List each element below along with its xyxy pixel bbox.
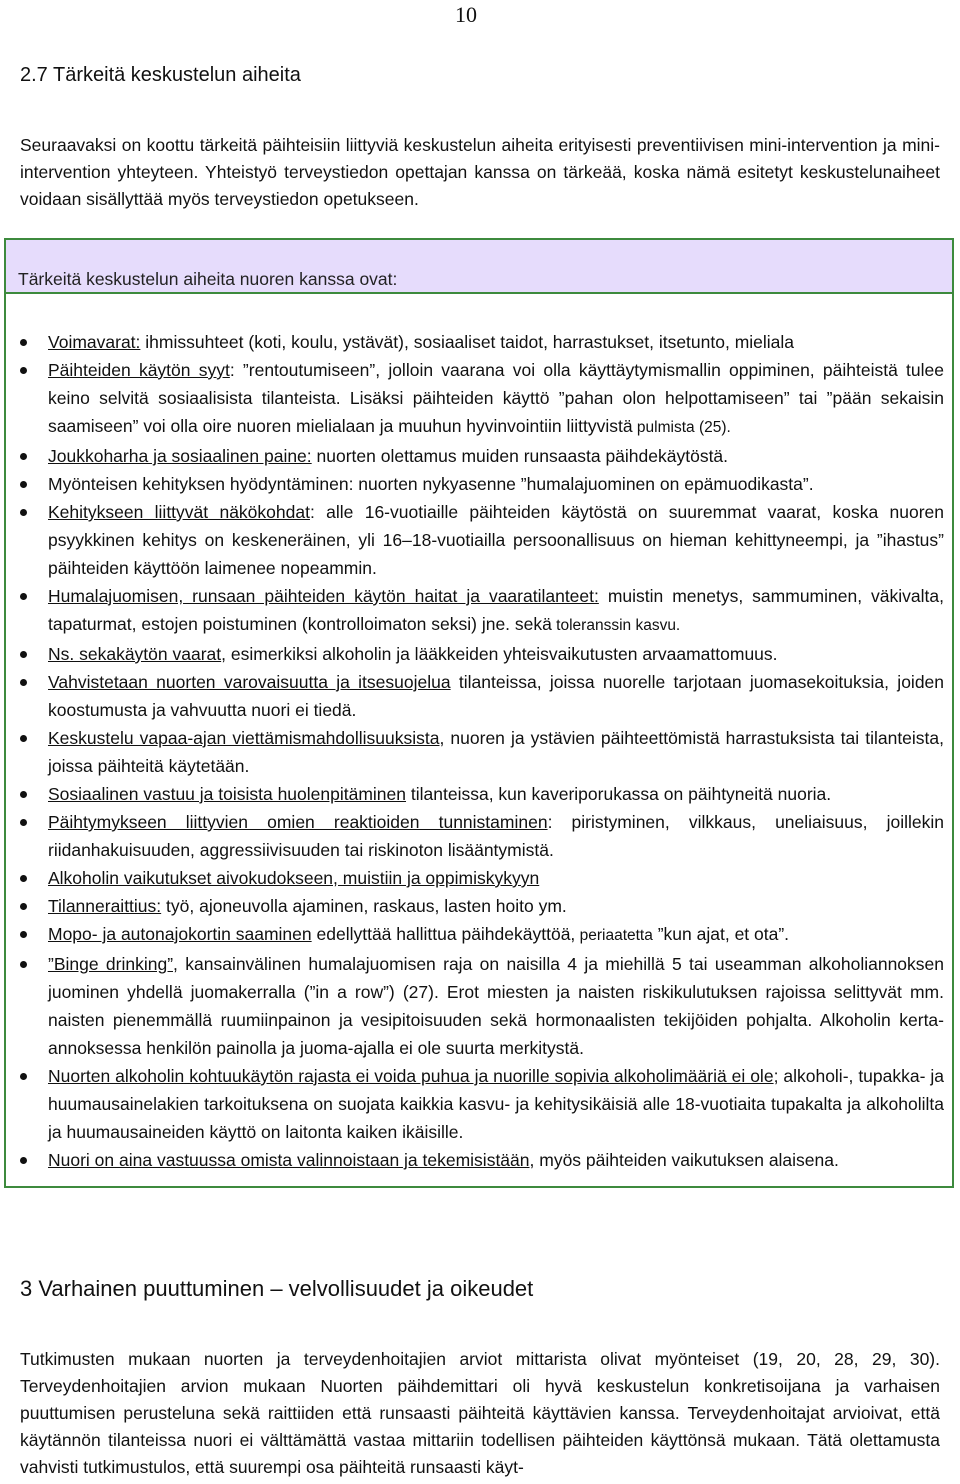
bullet-icon: [20, 651, 27, 658]
topic-item: [6, 668, 952, 724]
topic-text: : alle 16-vuotiaille päihteiden käytöstä on suuremmat vaarat, koska nuoren psyykkinen kehitys on keskeneräinen, yli 16–18-vuotiailla persoonallisuus on hieman kehittyneempi, ja ”ihastus” päihteiden käyttöön laimenee nopeammin.: [48, 502, 944, 578]
bullet-icon: [20, 593, 27, 600]
bullet-icon: [20, 903, 27, 910]
topic-underlined-text: Keskustelu vapaa-ajan viettämismahdollisuuksista: [48, 728, 440, 748]
topic-underlined-text: ”Binge drinking”,: [48, 954, 178, 974]
topic-text: ”kun ajat, et ota”.: [652, 924, 790, 944]
bullet-icon: [20, 339, 27, 346]
topic-text: tilanteissa, joissa nuorelle tarjotaan juomasekoituksia, joiden koostumusta ja vahvuutta nuori ei tiedä.: [48, 672, 945, 720]
topic-text: nuorten olettamus muiden runsaasta päihdekäytöstä.: [311, 446, 729, 466]
bullet-icon: [20, 961, 27, 968]
topic-text: ihmissuhteet (koti, koulu, ystävät), sosiaaliset taidot, harrastukset, itsetunto, mieliala: [140, 332, 795, 352]
bullet-icon: [20, 481, 27, 488]
topic-text: kansainvälinen humalajuomisen raja on naisilla 4 ja miehillä 5 tai useamman alkoholiannoksen juominen yhdellä juomakerralla (”in a row”) (27). Erot miesten ja naisten riskikulutuksen rajoissa selittyvät mm. naisten pienemmällä ruumiinpainon ja vesipitoisuuden sekä hormonaalisten tekijöiden pohjalta. Alkoholin kerta-annoksessa henkilön painolla ja juoma-ajalla ei ole suurta merkitystä.: [48, 954, 945, 1058]
topic-underlined-text: Mopo- ja autonajokortin saaminen: [48, 924, 312, 944]
topic-text: muistin menetys, sammuminen, väkivalta, tapaturmat, estojen poistuminen (kontrolloimaton seksi) jne. sekä: [48, 586, 944, 634]
bullet-icon: [20, 735, 27, 742]
topic-text: ; alkoholi-, tupakka- ja huumausainelakien tarkoituksena on suojata kaikkia kasvu- ja kehitysikäisiä alle 18-vuotiaita tupakalta ja alkoholilta ja huumausaineiden käyttö on laitonta kaiken ikäisille.: [48, 1066, 944, 1142]
topic-text: edellyttää hallittua päihdekäyttöä,: [311, 924, 576, 944]
topic-small-text: toleranssin kasvu.: [551, 617, 681, 634]
topic-item: [6, 724, 952, 780]
bullet-icon: [20, 1157, 27, 1164]
topic-item: [6, 780, 952, 808]
topic-item: [6, 1146, 952, 1174]
topic-item: [6, 582, 952, 640]
topic-item: [6, 808, 952, 864]
topic-item: [6, 1062, 952, 1146]
page-number: 10: [455, 2, 477, 27]
topic-item: [6, 328, 952, 356]
topic-item: [6, 892, 952, 920]
bullet-icon: [20, 509, 27, 516]
topic-underlined-text: Sosiaalinen vastuu ja toisista huolenpitäminen: [48, 784, 407, 804]
topic-underlined-text: Joukkoharha ja sosiaalinen paine:: [48, 446, 312, 466]
bullet-icon: [20, 931, 27, 938]
topic-item: [6, 640, 952, 668]
topics-box-header: Tärkeitä keskustelun aiheita nuoren kanssa ovat:: [6, 240, 952, 294]
topic-text: Myönteisen kehityksen hyödyntäminen: nuorten nykyasenne ”humalajuominen on epämuodikasta”.: [48, 474, 814, 494]
topic-item: [6, 470, 952, 498]
bullet-icon: [20, 791, 27, 798]
topic-underlined-text: Voimavarat:: [48, 332, 141, 352]
topic-text: tilanteissa, kun kaveriporukassa on päihtyneitä nuoria.: [406, 784, 832, 804]
topic-underlined-text: Vahvistetaan nuorten varovaisuutta ja itsesuojelua: [48, 672, 451, 692]
topic-item: [6, 356, 952, 442]
topic-underlined-text: Ns. sekakäytön vaarat: [48, 644, 222, 664]
intro-paragraph: Seuraavaksi on koottu tärkeitä päihteisiin liittyviä keskustelun aiheita erityisesti preventiivisen mini-intervention ja mini-intervention yhteyteen. Yhteistyö terveystiedon opettajan kanssa on tärkeää, koska nämä esitetyt keskustelunaiheet voidaan sisällyttää myös terveystiedon opetukseen.: [20, 135, 940, 209]
topic-item: [6, 498, 952, 582]
topic-text: : ”rentoutumiseen”, jolloin vaarana voi olla käyttäytymismallin oppiminen, päihteistä tulee keino selvitä sosiaalisista tilanteista. Lisäksi päihteiden käyttö ”pahan olon helpottamiseen” tai ”pään sekaisin saamiseen” voi olla oire nuoren mielialaan ja muuhun hyvinvointiin liittyvistä: [48, 360, 944, 436]
topics-box: [4, 238, 954, 1188]
bullet-icon: [20, 875, 27, 882]
section-title: 2.7 Tärkeitä keskustelun aiheita: [20, 64, 301, 86]
topic-small-text: pulmista (25).: [632, 419, 731, 436]
topic-text: : piristyminen, vilkkaus, uneliaisuus, joillekin riidanhakuisuuden, aggressiivisuuden tai riskinoton lisääntymistä.: [48, 812, 944, 860]
topic-small-text: periaatetta: [575, 927, 653, 944]
topic-item: [6, 920, 952, 950]
topic-underlined-text: Päihtymykseen liittyvien omien reaktioiden tunnistaminen: [48, 812, 548, 832]
bullet-icon: [20, 453, 27, 460]
topic-text: , esimerkiksi alkoholin ja lääkkeiden yhteisvaikutusten arvaamattomuus.: [221, 644, 778, 664]
topic-item: [6, 442, 952, 470]
section3-paragraph: Tutkimusten mukaan nuorten ja terveydenhoitajien arviot mittarista olivat myönteiset (19, 20, 28, 29, 30). Terveydenhoitajien arvion mukaan Nuorten päihdemittari oli hyvä keskustelun konkretisoijana ja varhaisen puuttumisen perusteluna sekä raittiiden että runsaasti päihteitä käyttävien kanssa. Terveydenhoitajat arvioivat, että käytännön tilanteissa nuori ei välttämättä vastaa mittariin todellisen päihteiden käyttönsä mukaan. Tätä olettamusta vahvisti tutkimustulos, että suurempi osa päihteitä runsaasti käyt-: [20, 1349, 940, 1477]
bullet-icon: [20, 367, 27, 374]
bullet-icon: [20, 679, 27, 686]
topic-underlined-text: Humalajuomisen, runsaan päihteiden käytön haitat ja vaaratilanteet:: [48, 586, 599, 606]
topic-underlined-text: Päihteiden käytön syyt: [48, 360, 230, 380]
topic-underlined-text: Nuori on aina vastuussa omista valinnoistaan ja tekemisistään: [48, 1150, 530, 1170]
bullet-icon: [20, 819, 27, 826]
section3-title: 3 Varhainen puuttuminen – velvollisuudet ja oikeudet: [20, 1276, 534, 1301]
topic-underlined-text: Kehitykseen liittyvät näkökohdat: [48, 502, 310, 522]
topic-item: [6, 950, 952, 1062]
topic-text: , nuoren ja ystävien päihteettömistä harrastuksista tai tilanteista, joissa päihteitä käytetään.: [48, 728, 945, 776]
topic-underlined-text: Alkoholin vaikutukset aivokudokseen, muistiin ja oppimiskykyyn: [48, 868, 540, 888]
topic-text: , myös päihteiden vaikutuksen alaisena.: [529, 1150, 839, 1170]
bullet-icon: [20, 1073, 27, 1080]
topic-text: työ, ajoneuvolla ajaminen, raskaus, lasten hoito ym.: [161, 896, 567, 916]
topics-list: [6, 328, 952, 1174]
topic-underlined-text: Nuorten alkoholin kohtuukäytön rajasta ei voida puhua ja nuorille sopivia alkoholimääriä ei ole: [48, 1066, 774, 1086]
topic-underlined-text: Tilanneraittius:: [48, 896, 162, 916]
topic-item: [6, 864, 952, 892]
